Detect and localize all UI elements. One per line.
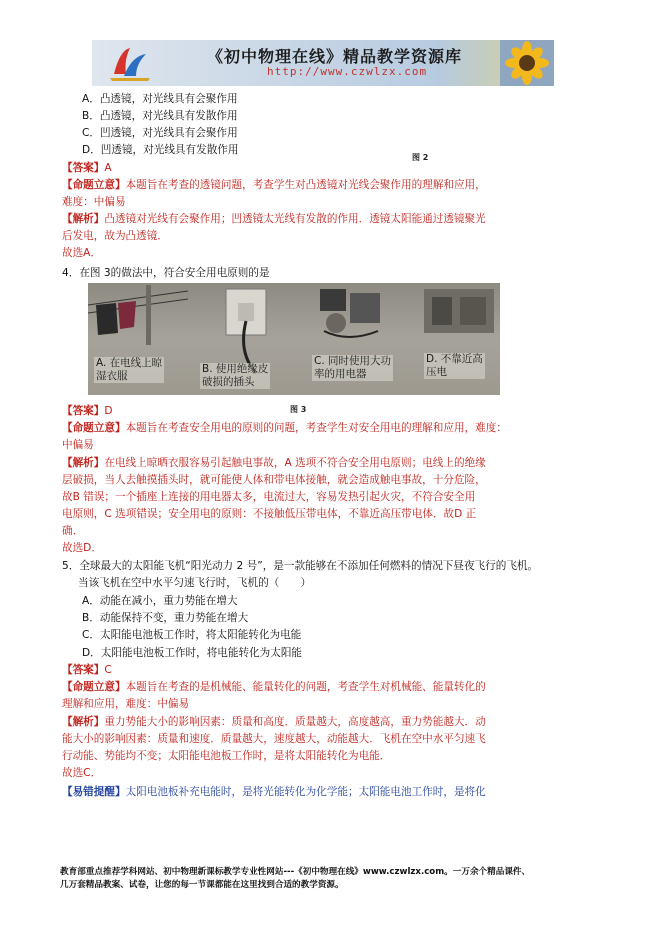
q4-caption-c-line-2: 率的用电器 <box>314 368 367 380</box>
q4-caption-d-line-1: D. 不靠近高 <box>426 353 483 365</box>
site-logo-icon <box>106 44 154 82</box>
intent-text: 本题旨在考查的透镜问题，考查学生对凸透镜对光线会聚作用的理解和应用， <box>125 179 486 191</box>
footer-line-1: 教育部重点推荐学科网站、初中物理新课标教学专业性网站---《初中物理在线》www.czwlzx.com。一万余个精品课件、 <box>60 867 531 877</box>
q5-option-a: A．动能在减小，重力势能在增大 <box>82 595 238 607</box>
tip-tag: 【易错提醒】 <box>62 786 126 798</box>
answer-tag: 【答案】 <box>62 664 105 676</box>
q4-figure-label: 图 3 <box>290 405 307 414</box>
q5-answer <box>62 662 112 679</box>
tip-text: 太阳电池板补充电能时，是将光能转化为化学能；太阳能电池工作时，是将化 <box>125 786 486 798</box>
q4-analysis-line-2: 层破损，当人去触摸插头时，就可能使人体和带电体接触，就会造成触电事故，十分危险， <box>62 474 486 486</box>
q5-tip <box>62 784 486 801</box>
q5-intent <box>62 679 486 696</box>
analysis-tag: 【解析】 <box>62 213 105 225</box>
q3-option-c: C．凹透镜，对光线具有会聚作用 <box>82 127 238 139</box>
footer-line-2: 几万套精品教案、试卷，让您的每一节课都能在这里找到合适的教学资源。 <box>60 880 344 890</box>
analysis-text: 在电线上晾晒衣服容易引起触电事故，A 选项不符合安全用电原则；电线上的绝缘 <box>104 457 486 469</box>
q3-option-b: B．凸透镜，对光线具有发散作用 <box>82 110 238 122</box>
page-footer <box>60 866 530 892</box>
analysis-tag: 【解析】 <box>62 457 105 469</box>
answer-value: C <box>104 664 112 676</box>
q4-caption-a-line-1: A. 在电线上晾 <box>96 357 163 369</box>
q4-answer <box>62 403 113 420</box>
q3-conclusion: 故选A． <box>62 247 102 259</box>
intent-tag: 【命题立意】 <box>62 179 126 191</box>
q4-caption-c-line-1: C. 同时使用大功 <box>314 355 392 367</box>
q3-figure-label: 图 2 <box>412 153 429 162</box>
intent-text: 本题旨在考查安全用电的原则的问题，考查学生对安全用电的理解和应用，难度： <box>125 422 507 434</box>
q4-analysis-line-4: 电原则，C 选项错误；安全用电的原则：不接触低压带电体，不靠近高压带电体．故D 正 <box>62 508 477 520</box>
analysis-text: 凸透镜对光线有会聚作用；凹透镜太光线有发散的作用．透镜太阳能通过透镜聚光 <box>104 213 486 225</box>
q4-question: 4．在图 3的做法中，符合安全用电原则的是 <box>62 267 270 279</box>
q4-caption-b <box>200 363 270 389</box>
q4-caption-d <box>424 353 485 379</box>
q5-option-b: B．动能保持不变，重力势能在增大 <box>82 612 249 624</box>
q5-question-line-1: 5．全球最大的太阳能飞机“阳光动力 2 号”，是一款能够在不添加任何燃料的情况下昼夜飞行的飞机。 <box>62 560 539 572</box>
q5-analysis-line-2: 能大小的影响因素：质量和速度．质量越大，速度越大，动能越大．飞机在空中水平匀速飞 <box>62 733 486 745</box>
q3-analysis-line-2: 后发电，故为凸透镜． <box>62 230 168 242</box>
q4-caption-c <box>312 355 393 381</box>
intent-text: 本题旨在考查的是机械能、能量转化的问题，考查学生对机械能、能量转化的 <box>125 681 486 693</box>
intent-tag: 【命题立意】 <box>62 422 126 434</box>
answer-value: D <box>104 405 113 417</box>
q5-analysis-line-3: 行动能、势能均不变；太阳能电池板工作时，是将太阳能转化为电能． <box>62 750 391 762</box>
sunflower-icon <box>500 40 554 86</box>
q5-option-d: D．太阳能电池板工作时，将电能转化为太阳能 <box>82 647 303 659</box>
q4-intent-line-2: 中偏易 <box>62 439 94 451</box>
analysis-tag: 【解析】 <box>62 716 105 728</box>
answer-tag: 【答案】 <box>62 405 105 417</box>
q4-analysis <box>62 455 486 472</box>
q4-caption-b-line-1: B. 使用绝缘皮 <box>202 363 269 375</box>
q4-caption-b-line-2: 破损的插头 <box>202 376 255 388</box>
q5-option-c: C．太阳能电池板工作时，将太阳能转化为电能 <box>82 629 302 641</box>
intent-tag: 【命题立意】 <box>62 681 126 693</box>
q5-intent-line-2: 理解和应用，难度：中偏易 <box>62 698 190 710</box>
banner-title: 《初中物理在线》精品教学资源库 <box>207 47 463 66</box>
q4-analysis-line-5: 确． <box>62 525 84 537</box>
q3-analysis <box>62 211 486 228</box>
banner-url[interactable]: http://www.czwlzx.com <box>267 65 428 78</box>
q3-intent <box>62 177 486 194</box>
site-banner <box>92 40 554 86</box>
q4-conclusion: 故选D． <box>62 542 102 554</box>
answer-value: A <box>104 162 112 174</box>
q4-caption-d-line-2: 压电 <box>426 366 447 378</box>
q5-question-line-2: 当该飞机在空中水平匀速飞行时，飞机的（ ） <box>78 577 312 589</box>
q3-intent-line-2: 难度：中偏易 <box>62 196 126 208</box>
q4-intent <box>62 420 507 437</box>
analysis-text: 重力势能大小的影响因素：质量和高度．质量越大，高度越高，重力势能越大．动 <box>104 716 486 728</box>
q4-analysis-line-3: 故B 错误；一个插座上连接的用电器太多，电流过大，容易发热引起火灾，不符合安全用 <box>62 491 476 503</box>
q3-option-d: D．凹透镜，对光线具有发散作用 <box>82 144 239 156</box>
q3-answer <box>62 160 112 177</box>
q3-option-a: A．凸透镜，对光线具有会聚作用 <box>82 93 238 105</box>
q4-caption-a-line-2: 湿衣服 <box>96 370 128 382</box>
q4-caption-a <box>94 357 164 383</box>
q5-analysis <box>62 714 486 731</box>
q4-figure-photo <box>88 283 500 395</box>
answer-tag: 【答案】 <box>62 162 105 174</box>
q5-conclusion: 故选C． <box>62 767 102 779</box>
